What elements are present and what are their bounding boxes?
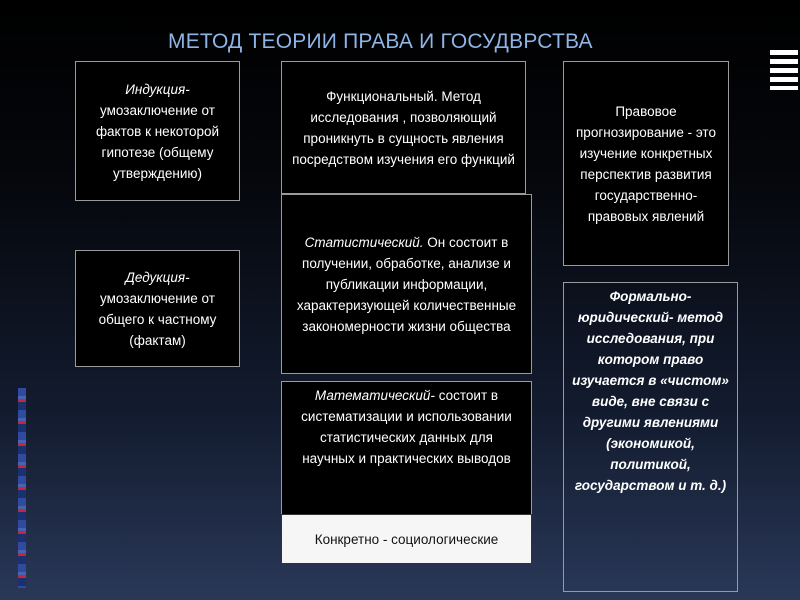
functional-text: Функциональный. Метод исследования , позволяющий проникнуть в сущность явления посредством изучения его функций bbox=[292, 88, 515, 167]
formal-legal-box bbox=[563, 282, 738, 592]
mathematical-title: Математический- bbox=[314, 388, 435, 403]
statistical-box bbox=[281, 194, 532, 374]
induction-box bbox=[75, 61, 240, 201]
induction-text: умозаключение от фактов к некоторой гипотезе (общему утверждению) bbox=[95, 102, 220, 181]
sociological-box bbox=[281, 514, 532, 564]
statistical-text: Он состоит в получении, обработке, анализе и публикации информации, характеризующей количественные закономерности жизни общества bbox=[296, 234, 517, 334]
deduction-text: умозаключение от общего к частному (фактам) bbox=[98, 290, 217, 348]
formal-legal-text: Формально- юридический- метод исследования, при котором право изучается в «чистом» виде, вне связи с другими явлениями (экономикой, политикой, государством и т. д.) bbox=[572, 289, 729, 493]
deduction-box bbox=[75, 250, 240, 367]
forecasting-box bbox=[563, 61, 729, 266]
induction-title: Индукция- bbox=[125, 81, 190, 97]
left-accent-bar bbox=[18, 388, 26, 588]
mathematical-box bbox=[281, 381, 532, 516]
sociological-text: Конкретно - социологические bbox=[314, 531, 499, 547]
mathematical-text: состоит в систематизации и использовании статистических данных для научных и практических выводов bbox=[301, 388, 512, 466]
stripes-decoration-icon bbox=[770, 50, 798, 90]
page-title: МЕТОД ТЕОРИИ ПРАВА И ГОСУДВРСТВА bbox=[168, 30, 593, 53]
statistical-title: Статистический. bbox=[304, 234, 424, 250]
deduction-title: Дедукция- bbox=[125, 269, 190, 285]
functional-box bbox=[281, 61, 526, 194]
forecasting-text: Правовое прогнозирование - это изучение конкретных перспектив развития государственно- правовых явлений bbox=[576, 103, 716, 224]
